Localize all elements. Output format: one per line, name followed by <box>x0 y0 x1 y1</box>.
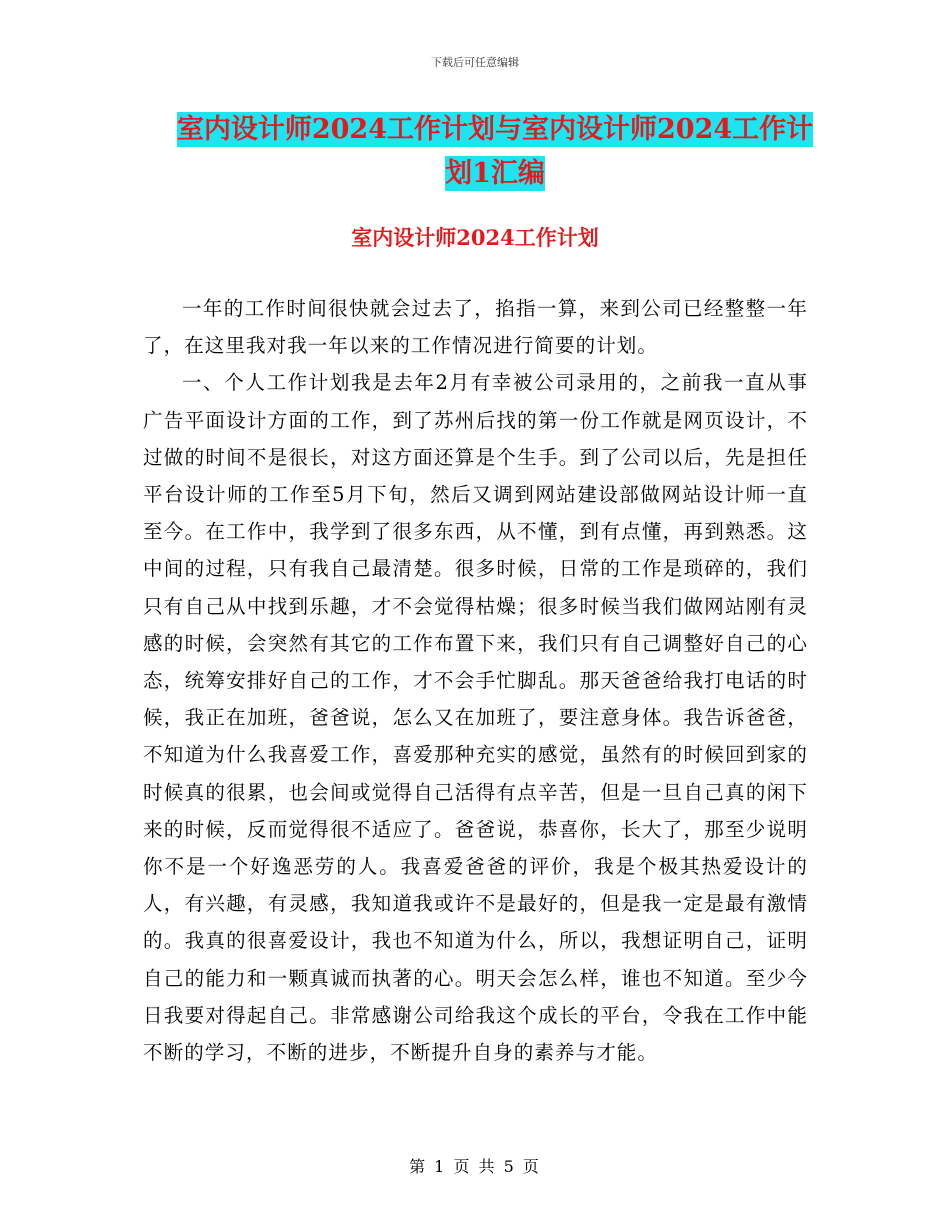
paragraph: 一年的工作时间很快就会过去了，掐指一算，来到公司已经整整一年了，在这里我对我一年以来的工作情况进行简要的计划。 <box>143 297 808 358</box>
page-footer: 第 1 页 共 5 页 <box>409 1157 541 1176</box>
document-title-line-1: 室内设计师2024工作计划与室内设计师2024工作计 <box>176 114 814 145</box>
document-title <box>140 108 850 196</box>
section-title: 室内设计师2024工作计划 <box>351 225 599 250</box>
document-body <box>143 290 808 1071</box>
document-title-line-2: 划1汇编 <box>445 158 545 189</box>
paragraph: 一、个人工作计划我是去年2月有幸被公司录用的，之前我一直从事广告平面设计方面的工作，到了苏州后找的第一份工作就是网页设计，不过做的时间不是很长，对这方面还算是个生手。到了公司以后，先是担任平台设计师的工作至5月下旬，然后又调到网站建设部做网站设计师一直至今。在工作中，我学到了很多东西，从不懂，到有点懂，再到熟悉。这中间的过程，只有我自己最清楚。很多时候，日常的工作是琐碎的，我们只有自己从中找到乐趣，才不会觉得枯燥；很多时候当我们做网站刚有灵感的时候，会突然有其它的工作布置下来，我们只有自己调整好自己的心态，统筹安排好自己的工作，才不会手忙脚乱。那天爸爸给我打电话的时候，我正在加班，爸爸说，怎么又在加班了，要注意身体。我告诉爸爸，不知道为什么我喜爱工作，喜爱那种充实的感觉，虽然有的时候回到家的时候真的很累，也会间或觉得自己活得有点辛苦，但是一旦自己真的闲下来的时候，反而觉得很不适应了。爸爸说，恭喜你，长大了，那至少说明你不是一个好逸恶劳的人。我喜爱爸爸的评价，我是个极其热爱设计的人，有兴趣，有灵感，我知道我或许不是最好的，但是我一定是最有激情的。我真的很喜爱设计，我也不知道为什么，所以，我想证明自己，证明自己的能力和一颗真诚而执著的心。明天会怎么样，谁也不知道。至少今日我要对得起自己。非常感谢公司给我这个成长的平台，令我在工作中能不断的学习，不断的进步，不断提升自身的素养与才能。 <box>143 371 808 1065</box>
header-note: 下载后可任意编辑 <box>431 56 519 69</box>
